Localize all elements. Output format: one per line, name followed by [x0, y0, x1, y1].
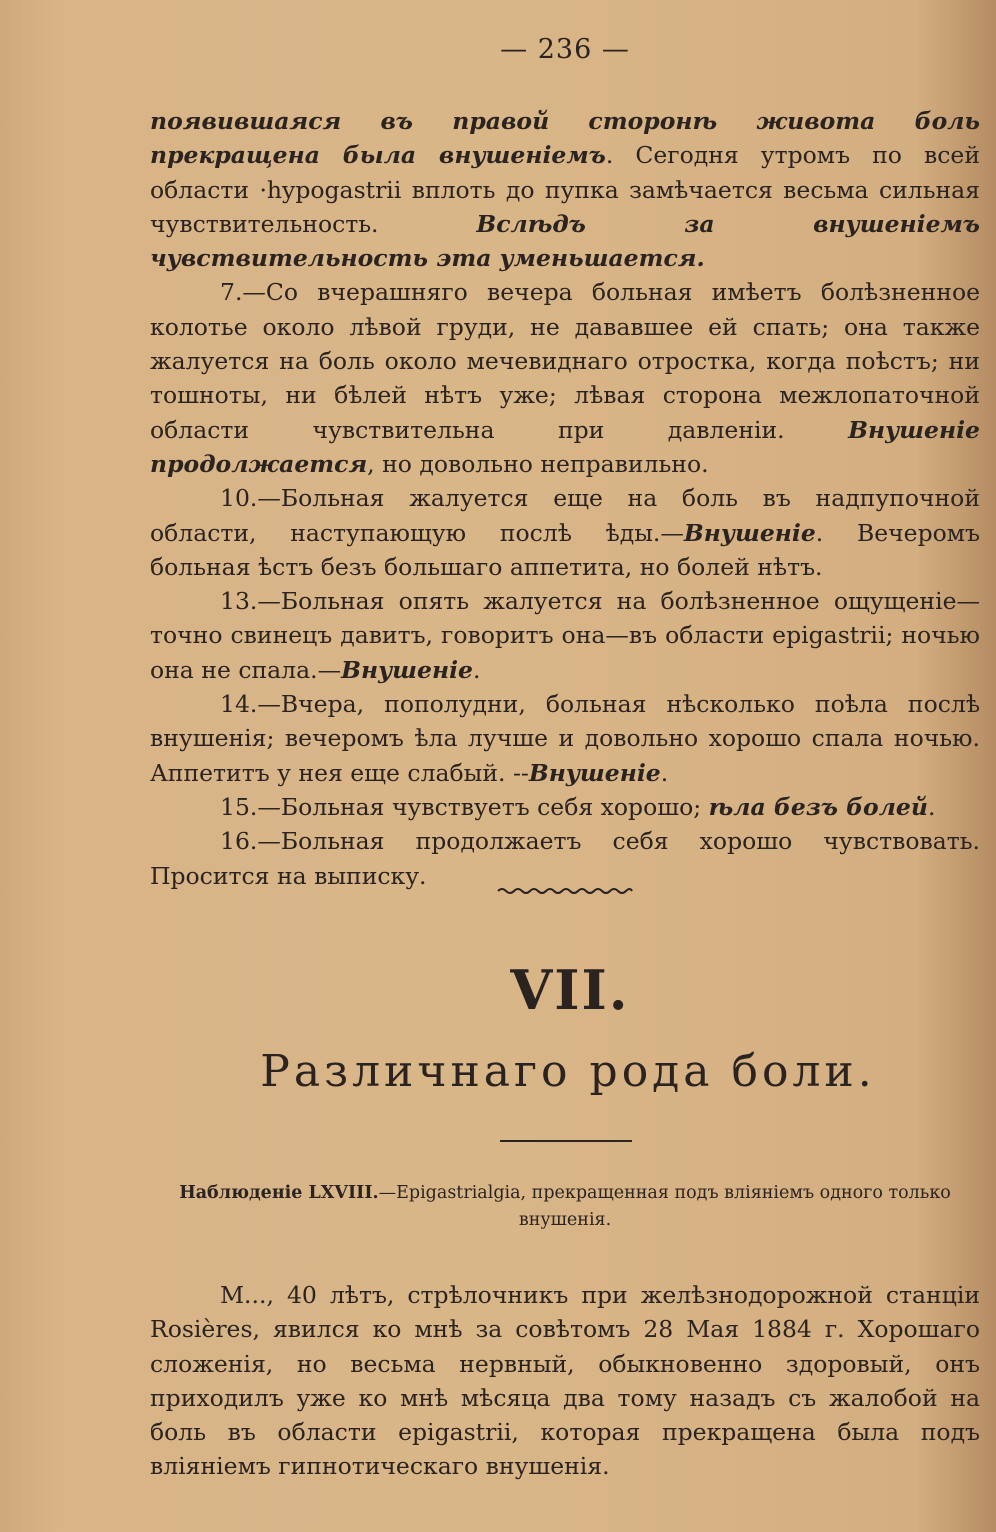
text-segment: 13.—Больная опять жалуется на болѣзненное ощущеніе—точно свинецъ давитъ, говоритъ она—въ области epigastrii; ночью она не спала.— [150, 587, 980, 684]
italic-text: появившаяся въ правой сторонѣ живота боль прекращена была внушеніемъ [150, 107, 980, 170]
observation-description: —Epigastrialgia, прекращенная подъ вліяніемъ одного только внушенія. [378, 1183, 951, 1230]
paragraph [150, 790, 980, 824]
text-segment: 16.—Больная продолжаетъ себя хорошо чувствовать. Просится на выписку. [150, 827, 980, 890]
text-segment: 15.—Больная чувствуетъ себя хорошо; [220, 792, 709, 821]
chapter-title: Различнаго рода боли. [260, 1046, 876, 1097]
paragraph [150, 824, 980, 893]
italic-text: Внушеніе [528, 758, 661, 787]
italic-text: Внушеніе [683, 518, 816, 547]
text-segment: . [927, 792, 936, 821]
text-segment: 14.—Вчера, пополудни, больная нѣсколько поѣла послѣ внушенія; вечеромъ ѣла лучше и довольно хорошо спала ночью. Аппетитъ у нея еще слабый. -- [150, 690, 980, 787]
text-segment: 10.—Больная жалуется еще на боль въ надпупочной области, наступающую послѣ ѣды.— [150, 484, 980, 547]
paragraph [150, 481, 980, 584]
text-segment: . [660, 758, 669, 787]
observation-label: Наблюденіе LXVIII. [179, 1183, 379, 1203]
paragraph [150, 584, 980, 687]
italic-text: ѣла безъ болей [708, 792, 928, 821]
wavy-divider [496, 884, 634, 898]
text-segment: . Вечеромъ больная ѣстъ безъ большаго аппетита, но болей нѣтъ. [150, 518, 980, 581]
title-underline [500, 1140, 632, 1142]
paragraph: М..., 40 лѣтъ, стрѣлочникъ при желѣзнодорожной станціи Rosières, явился ко мнѣ за совѣтомъ 28 Мая 1884 г. Хорошаго сложенія, но весьма нервный, обыкновенно здоровый, онъ приходилъ уже ко мнѣ мѣсяца два тому назадъ съ жалобой на боль въ области epigastrii, которая прекращена была подъ вліяніемъ гипнотическаго внушенія. [150, 1281, 980, 1481]
body-text [150, 104, 980, 893]
italic-text: Внушеніе [341, 655, 473, 684]
chapter-number: VII. [510, 958, 630, 1022]
paragraph [150, 104, 980, 275]
paragraph [150, 687, 980, 790]
text-segment: . [472, 655, 481, 684]
paragraph [150, 275, 980, 481]
text-segment: . Сегодня утромъ по всей области ·hypogastrii вплоть до пупка замѣчается весьма сильная чувствительность. [150, 141, 981, 238]
observation-heading [150, 1180, 980, 1234]
text-segment: , но довольно неправильно. [367, 449, 709, 478]
text-segment: 7.—Со вчерашняго вечера больная имѣетъ болѣзненное колотье около лѣвой груди, не дававшее ей спать; она также жалуется на боль около мечевиднаго отростка, когда поѣстъ; ни тошноты, ни бѣлей нѣтъ уже; лѣвая сторона межлопаточной области чувствительна при давленіи. [150, 278, 980, 444]
italic-text: Вслѣдъ за внушеніемъ чувствительность эта уменьшается. [150, 209, 980, 273]
italic-text: Внушеніе продолжается [150, 415, 980, 478]
page-number: — 236 — [500, 34, 630, 65]
case-text [150, 1278, 980, 1484]
